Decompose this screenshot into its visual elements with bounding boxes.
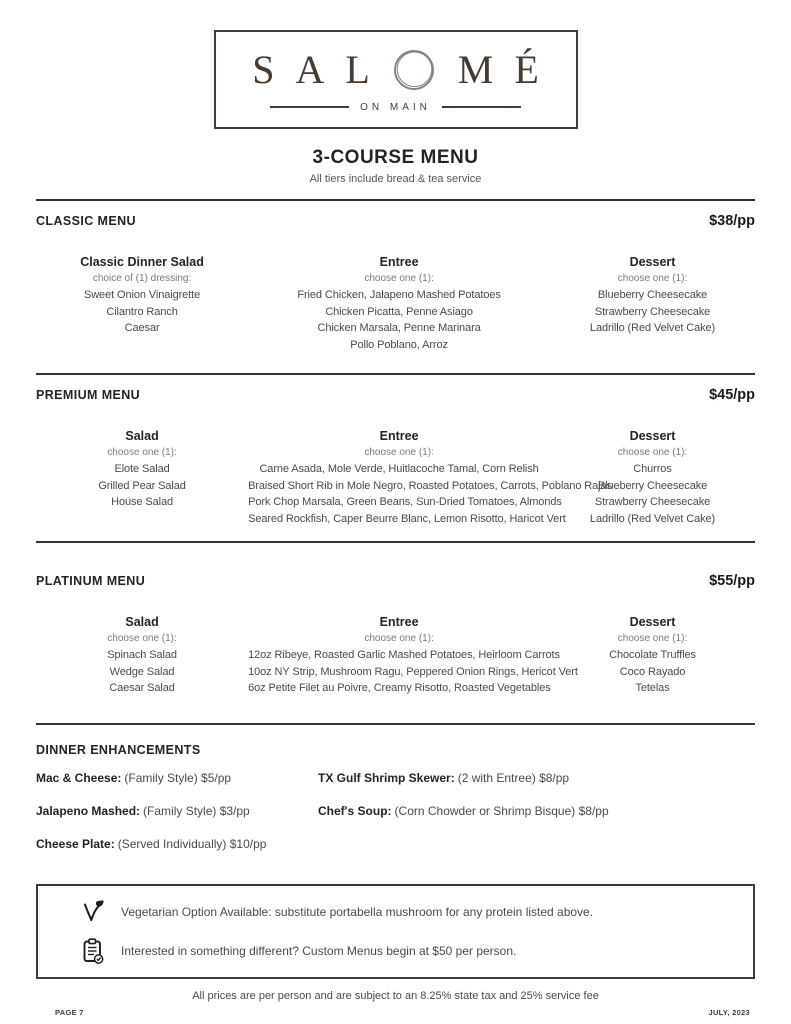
- column-note: choose one (1):: [107, 447, 177, 458]
- menu-item: Tetelas: [635, 682, 670, 694]
- column-note: choose one (1):: [364, 447, 434, 458]
- column-items: [36, 461, 248, 511]
- column-items: [248, 287, 550, 353]
- column-salad: [36, 255, 248, 353]
- vegetarian-leaf-icon: [80, 899, 106, 925]
- enhancements-left-column: [36, 771, 318, 870]
- menu-item: Ladrillo (Red Velvet Cake): [589, 512, 716, 525]
- section-divider: [36, 373, 755, 375]
- section-divider: [36, 199, 755, 201]
- enhancement-desc: (2 with Entree) $8/pp: [457, 770, 570, 785]
- logo-circle-o-icon: [391, 47, 437, 93]
- tier-header: [36, 213, 755, 229]
- enhancement-label: Jalapeno Mashed:: [36, 803, 141, 818]
- menu-item: Ladrillo (Red Velvet Cake): [589, 322, 716, 334]
- column-items: [550, 461, 755, 527]
- menu-item: Caesar Salad: [109, 682, 175, 694]
- menu-item: Chicken Marsala, Penne Marinara: [317, 322, 481, 334]
- column-note: choose one (1):: [617, 273, 688, 284]
- column-header: Salad: [125, 429, 159, 443]
- menu-item: Coco Rayado: [619, 665, 686, 678]
- tagline-text: ON MAIN: [360, 101, 431, 113]
- column-dessert: [550, 429, 755, 527]
- column-entree: [248, 255, 550, 353]
- tier-header: [36, 387, 755, 403]
- column-note: choose one (1):: [107, 633, 177, 644]
- column-salad: [36, 429, 248, 527]
- column-note: choose one (1):: [364, 273, 434, 284]
- tier-header: [36, 573, 755, 589]
- enhancement-label: Chef's Soup:: [318, 803, 392, 818]
- tier-name: CLASSIC MENU: [36, 214, 136, 228]
- tier-columns: [36, 255, 755, 353]
- menu-item: Fried Chicken, Jalapeno Mashed Potatoes: [297, 289, 501, 301]
- logo-letter: S: [252, 46, 275, 92]
- column-entree: [248, 615, 578, 697]
- enhancements-grid: [36, 771, 755, 870]
- menu-item: Pollo Poblano, Arroz: [350, 338, 448, 351]
- column-note: choose one (1):: [364, 633, 434, 644]
- menu-item: 10oz NY Strip, Mushroom Ragu, Peppered Onion Rings, Hericot Vert: [248, 665, 578, 678]
- column-header: Classic Dinner Salad: [80, 255, 204, 269]
- dinner-enhancements: [36, 743, 755, 870]
- column-header: Dessert: [629, 615, 676, 629]
- logo-wordmark: [252, 47, 539, 93]
- section-divider: [36, 723, 755, 725]
- menu-item: House Salad: [111, 496, 173, 508]
- logo-letter: É: [514, 46, 539, 92]
- tier-name: PLATINUM MENU: [36, 574, 146, 588]
- notes-box: [36, 884, 755, 979]
- tier-name: PREMIUM MENU: [36, 388, 141, 402]
- menu-item: Wedge Salad: [109, 665, 175, 678]
- menu-content: [0, 199, 791, 979]
- menu-item: Cilantro Ranch: [106, 305, 178, 318]
- tagline-rule-left: [270, 106, 349, 108]
- menu-item: Pork Chop Marsala, Green Beans, Sun-Dried Tomatoes, Almonds: [248, 496, 562, 508]
- section-divider: [36, 541, 755, 543]
- tagline-rule-right: [442, 106, 521, 108]
- restaurant-logo: [214, 30, 578, 129]
- menu-item: Chicken Picatta, Penne Asiago: [325, 305, 473, 318]
- menu-item: Chocolate Truffles: [609, 649, 696, 661]
- column-items: [550, 647, 755, 697]
- menu-item: 6oz Petite Filet au Poivre, Creamy Risotto, Roasted Vegetables: [248, 682, 551, 694]
- menu-item: Spinach Salad: [107, 649, 177, 661]
- column-note: choose one (1):: [617, 447, 688, 458]
- enhancement-label: Cheese Plate:: [36, 836, 115, 851]
- tier-columns: [36, 429, 755, 527]
- enhancement-item: [318, 771, 755, 785]
- enhancement-desc: (Family Style) $5/pp: [124, 770, 232, 785]
- page-title: 3-COURSE MENU: [312, 147, 479, 168]
- column-items: [248, 647, 578, 697]
- enhancement-item: [36, 804, 318, 818]
- menu-item: Seared Rockfish, Caper Beurre Blanc, Lemon Risotto, Haricot Vert: [248, 512, 566, 525]
- column-header: Salad: [125, 615, 159, 629]
- column-note: choice of (1) dressing:: [92, 273, 192, 284]
- column-header: Dessert: [629, 255, 676, 269]
- enhancement-item: [318, 804, 755, 818]
- enhancement-item: [36, 771, 318, 785]
- page-footer: [0, 1008, 791, 1017]
- note-text: Vegetarian Option Available: substitute portabella mushroom for any protein listed above.: [121, 904, 594, 919]
- enhancement-item: [36, 837, 318, 851]
- logo-letter: A: [295, 46, 325, 92]
- logo-letter: M: [457, 46, 494, 92]
- enhancement-label: Mac & Cheese:: [36, 770, 122, 785]
- column-dessert: [550, 615, 755, 697]
- tier-platinum: [36, 573, 755, 723]
- pricing-disclaimer: All prices are per person and are subject to an 8.25% state tax and 25% service fee: [192, 989, 599, 1002]
- column-header: Dessert: [629, 429, 676, 443]
- menu-item: Strawberry Cheesecake: [594, 305, 711, 318]
- menu-item: Elote Salad: [114, 463, 170, 475]
- enhancements-right-column: [318, 771, 755, 870]
- enhancement-label: TX Gulf Shrimp Skewer:: [318, 770, 455, 785]
- menu-item: Churros: [633, 463, 672, 475]
- menu-item: Sweet Onion Vinaigrette: [83, 289, 201, 301]
- logo-tagline: [270, 102, 521, 113]
- menu-item: Caesar: [124, 322, 160, 334]
- vegetarian-note: [80, 899, 741, 925]
- page-number: PAGE 7: [55, 1007, 84, 1017]
- menu-item: Grilled Pear Salad: [98, 479, 186, 492]
- menu-item: Blueberry Cheesecake: [597, 289, 708, 301]
- enhancement-desc: (Served Individually) $10/pp: [117, 836, 267, 851]
- enhancement-desc: (Family Style) $3/pp: [143, 803, 250, 818]
- tier-columns: [36, 615, 755, 697]
- menu-item: 12oz Ribeye, Roasted Garlic Mashed Potatoes, Heirloom Carrots: [248, 649, 560, 661]
- column-items: [248, 461, 612, 527]
- column-header: Entree: [379, 429, 419, 443]
- enhancement-desc: (Corn Chowder or Shrimp Bisque) $8/pp: [394, 803, 609, 818]
- menu-item: Braised Short Rib in Mole Negro, Roasted Potatoes, Carrots, Poblano Rajas: [248, 479, 612, 492]
- page-subtitle: All tiers include bread & tea service: [309, 173, 482, 185]
- note-text: Interested in something different? Custom Menus begin at $50 per person.: [121, 943, 517, 958]
- footer-date: JULY, 2023: [708, 1007, 750, 1017]
- column-items: [550, 287, 755, 337]
- column-dessert: [550, 255, 755, 353]
- tier-price: $45/pp: [709, 387, 755, 403]
- custom-menu-note: [80, 938, 741, 964]
- column-items: [36, 287, 248, 337]
- logo-letter: L: [345, 46, 370, 92]
- tier-price: $38/pp: [709, 213, 755, 229]
- menu-item: Carne Asada, Mole Verde, Huitlacoche Tamal, Corn Relish: [259, 463, 539, 475]
- tier-premium: [36, 387, 755, 541]
- enhancements-title: DINNER ENHANCEMENTS: [36, 742, 201, 757]
- column-header: Entree: [379, 615, 419, 629]
- tier-classic: [36, 213, 755, 373]
- column-salad: [36, 615, 248, 697]
- tier-price: $55/pp: [709, 573, 755, 589]
- menu-item: Strawberry Cheesecake: [594, 496, 711, 508]
- column-note: choose one (1):: [617, 633, 688, 644]
- column-items: [36, 647, 248, 697]
- column-header: Entree: [379, 255, 419, 269]
- clipboard-check-icon: [80, 938, 106, 964]
- column-entree: [248, 429, 612, 527]
- menu-item: Blueberry Cheesecake: [597, 479, 708, 492]
